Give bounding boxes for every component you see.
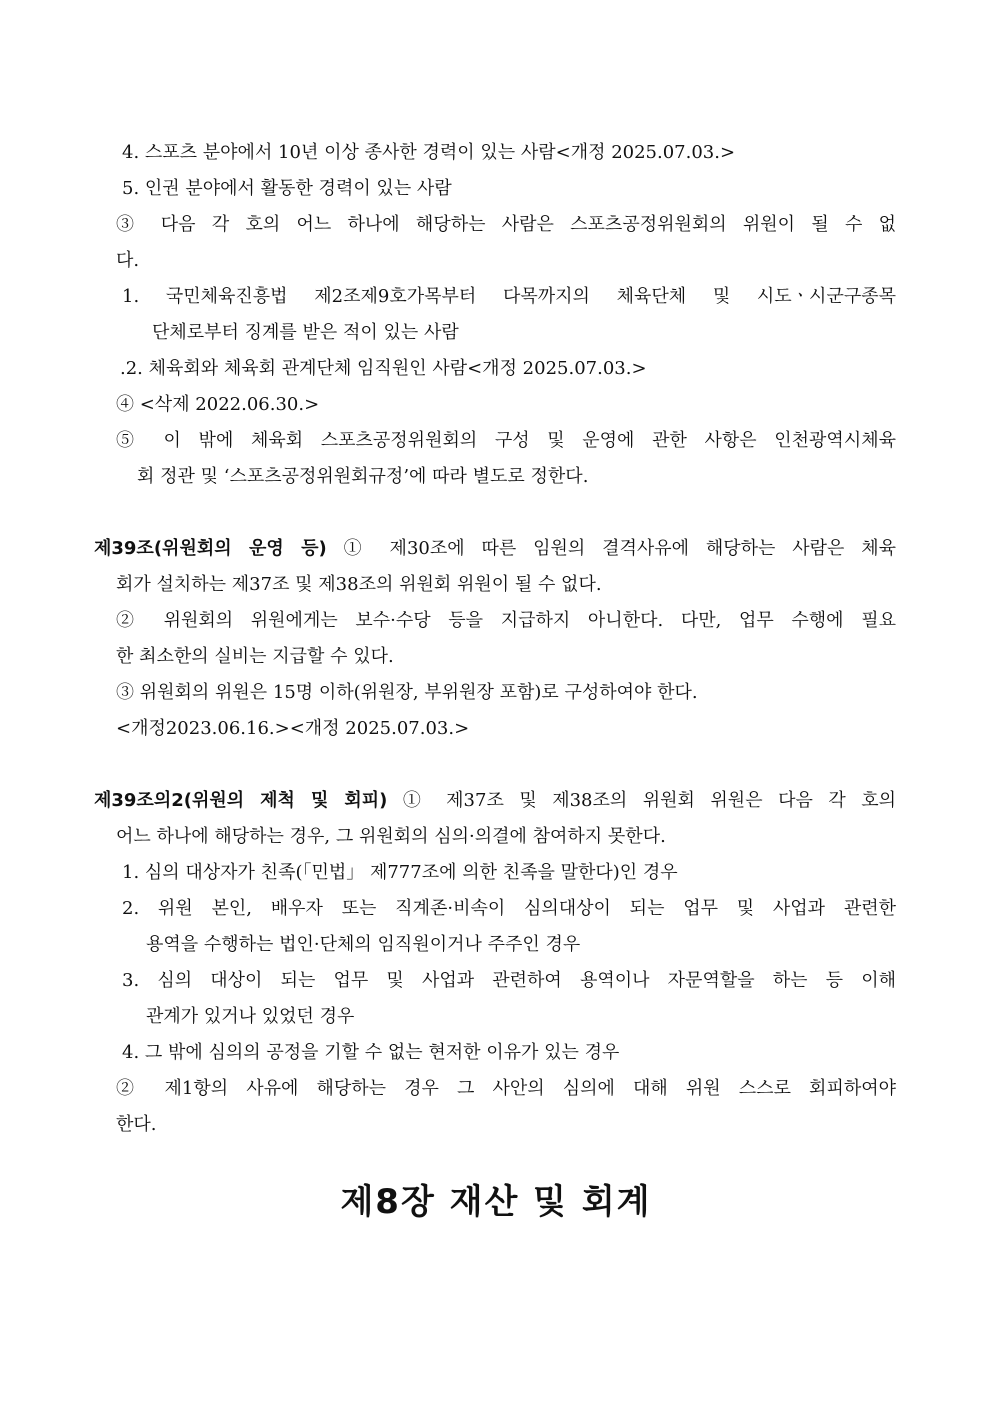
article-39-para-2-line-2: 한 최소한의 실비는 지급할 수 있다.	[116, 646, 394, 667]
paragraph-5-line-2: 회 정관 및 ‘스포츠공정위원회규정’에 따라 별도로 정한다.	[137, 466, 589, 487]
article-39-2-item-2-line-1: 2. 위원 본인, 배우자 또는 직계존·비속이 심의대상이 되는 업무 및 사업과 관련한	[122, 898, 896, 919]
sub-item-2: .2. 체육회와 체육회 관계단체 임직원인 사람<개정 2025.07.03.>	[120, 358, 647, 379]
article-39-2-item-2-line-2: 용역을 수행하는 법인·단체의 임직원이거나 주주인 경우	[146, 934, 581, 955]
sub-item-1-line-1: 1. 국민체육진흥법 제2조제9호가목부터 다목까지의 체육단체 및 시도ㆍ시군구종목	[122, 286, 896, 307]
paragraph-3-line-2: 다.	[116, 250, 140, 271]
paragraph-5-line-1: ⑤ 이 밖에 체육회 스포츠공정위원회의 구성 및 운영에 관한 사항은 인천광역시체육	[116, 430, 896, 451]
article-39-2-para-2-line-1: ② 제1항의 사유에 해당하는 경우 그 사안의 심의에 대해 위원 스스로 회피하여야	[116, 1078, 896, 1099]
chapter-title: 제8장 재산 및 회계	[340, 1182, 652, 1222]
article-39-2-item-1: 1. 심의 대상자가 친족(「민법」 제777조에 의한 친족을 말한다)인 경우	[122, 862, 678, 883]
article-39-para-3-line-1: ③ 위원회의 위원은 15명 이하(위원장, 부위원장 포함)로 구성하여야 한다.	[116, 682, 698, 703]
article-39-2-item-4: 4. 그 밖에 심의의 공정을 기할 수 없는 현저한 이유가 있는 경우	[122, 1042, 620, 1063]
sub-item-1-line-2: 단체로부터 징계를 받은 적이 있는 사람	[152, 322, 459, 343]
article-39-para-2-line-1: ② 위원회의 위원에게는 보수·수당 등을 지급하지 아니한다. 다만, 업무 수행에 필요	[116, 610, 896, 631]
article-39-para-1-line-1: ① 제30조에 따른 임원의 결격사유에 해당하는 사람은 체육	[326, 538, 896, 559]
item-4: 4. 스포츠 분야에서 10년 이상 종사한 경력이 있는 사람<개정 2025.07.03.>	[122, 142, 736, 163]
article-39-2-line-1	[94, 789, 896, 813]
paragraph-3-line-1: ③ 다음 각 호의 어느 하나에 해당하는 사람은 스포츠공정위원회의 위원이 될 수 없	[116, 214, 896, 235]
article-39-2-item-3-line-1: 3. 심의 대상이 되는 업무 및 사업과 관련하여 용역이나 자문역할을 하는 등 이해	[122, 970, 896, 991]
article-39-2-para-1-line-2: 어느 하나에 해당하는 경우, 그 위원회의 심의·의결에 참여하지 못한다.	[116, 826, 666, 847]
article-39-para-1-line-2: 회가 설치하는 제37조 및 제38조의 위원회 위원이 될 수 없다.	[116, 574, 602, 595]
article-39-para-3-line-2: <개정2023.06.16.><개정 2025.07.03.>	[116, 718, 470, 739]
article-39-heading: 제39조(위원회의 운영 등)	[94, 538, 327, 559]
article-39-2-para-2-line-2: 한다.	[116, 1114, 157, 1135]
article-39-2-para-1-line-1: ① 제37조 및 제38조의 위원회 위원은 다음 각 호의	[387, 790, 896, 811]
paragraph-4: ④ <삭제 2022.06.30.>	[116, 394, 320, 415]
article-39-line-1	[94, 537, 896, 561]
article-39-2-heading: 제39조의2(위원의 제척 및 회피)	[94, 790, 388, 811]
article-39-2-item-3-line-2: 관계가 있거나 있었던 경우	[146, 1006, 355, 1027]
item-5: 5. 인권 분야에서 활동한 경력이 있는 사람	[122, 178, 452, 199]
